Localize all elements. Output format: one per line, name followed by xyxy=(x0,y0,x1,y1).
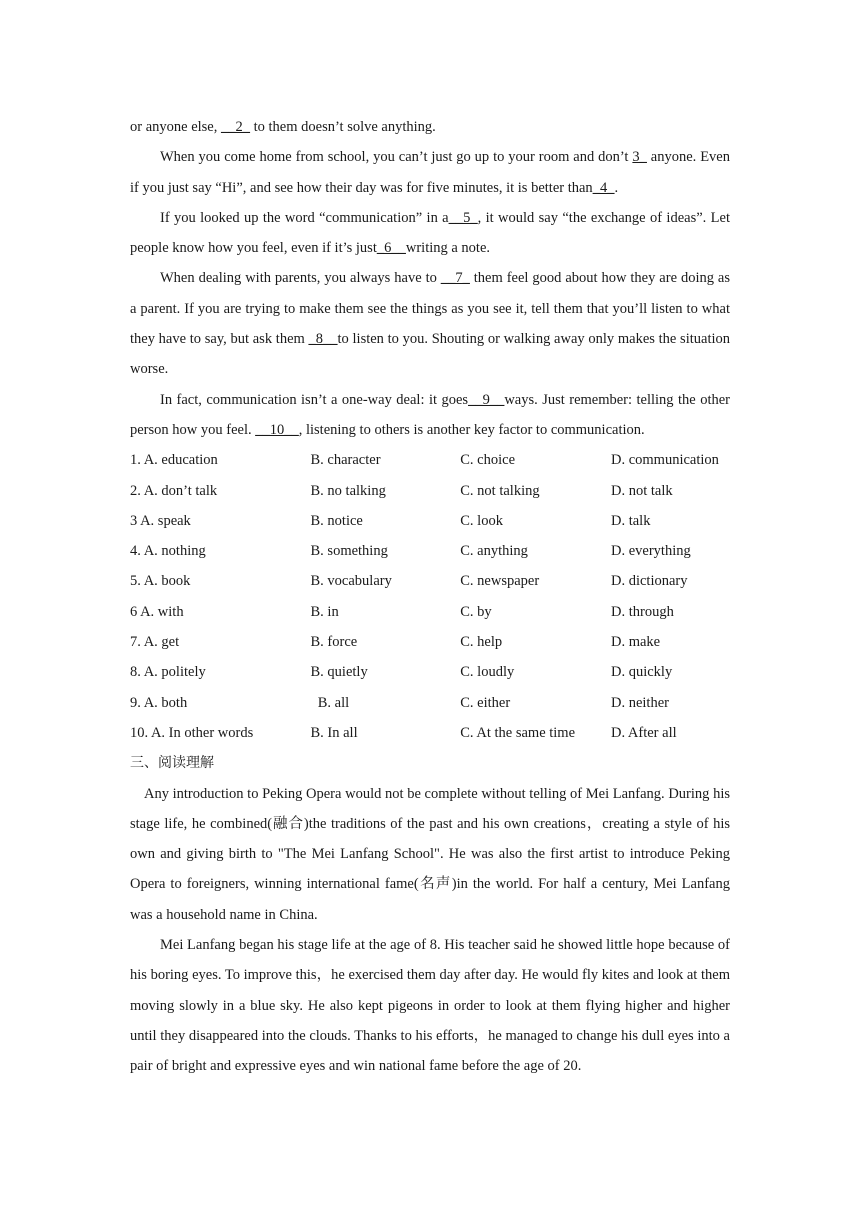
option-row xyxy=(130,688,730,718)
option-c: C. not talking xyxy=(460,482,540,499)
section-heading: 三、阅读理解 xyxy=(130,755,214,772)
option-c: C. loudly xyxy=(460,664,515,681)
option-c: C. by xyxy=(460,603,492,620)
passage-paragraph-1: When you come home from school, you can’t just go up to your room and don’t 3_ anyone. Even if you just say “Hi”, and see how their day was for five minutes, it is better than_4_. xyxy=(130,149,730,196)
option-c: C. look xyxy=(460,512,503,529)
blank-9: __9__ xyxy=(468,391,505,408)
option-a: 5. A. book xyxy=(130,573,191,590)
blank-7: __7_ xyxy=(440,270,470,287)
option-a: 10. A. In other words xyxy=(130,724,254,741)
blank-10: __10__ xyxy=(255,421,299,438)
option-b: B. In all xyxy=(310,724,358,741)
option-a: 2. A. don’t talk xyxy=(130,482,218,499)
blank-8: _8__ xyxy=(308,331,338,348)
option-row xyxy=(130,445,730,475)
document-page xyxy=(130,112,730,1082)
options-table xyxy=(130,445,730,748)
option-a: 4. A. nothing xyxy=(130,543,206,560)
option-d: D. communication xyxy=(611,452,719,469)
blank-5: __5_ xyxy=(448,209,478,226)
blank-3: 3_ xyxy=(632,149,647,166)
option-b: B. notice xyxy=(310,512,363,529)
option-c: C. anything xyxy=(460,543,528,560)
reading-paragraph-2: Mei Lanfang began his stage life at the age of 8. His teacher said he showed little hope because of his boring eyes. To improve this，he exercised them day after day. He would fly kites and look at them moving slowly in a blue sky. He also kept pigeons in order to look at them flying higher and higher until they disappeared into the clouds. Thanks to his efforts，he managed to change his dull eyes into a pair of bright and expressive eyes and win national fame before the age of 20. xyxy=(130,937,730,1075)
passage-text: or anyone else, xyxy=(130,119,218,135)
passage-paragraph-2: If you looked up the word “communication” in a__5_, it would say “the exchange of ideas”. Let people know how you feel, even if it’s just_6__writing a note. xyxy=(130,209,730,257)
option-b: B. something xyxy=(310,543,388,560)
blank-6: _6__ xyxy=(376,240,406,257)
option-row xyxy=(130,597,730,627)
option-row xyxy=(130,627,730,657)
option-row xyxy=(130,566,730,596)
option-a: 8. A. politely xyxy=(130,664,206,681)
option-a: 1. A. education xyxy=(130,452,218,469)
passage-paragraph-4: In fact, communication isn’t a one-way deal: it goes__9__ways. Just remember: telling the other person how you feel. __10__, listening to others is another key factor to communication. xyxy=(130,391,730,438)
option-b: B. no talking xyxy=(310,482,386,499)
option-row xyxy=(130,718,730,748)
option-a: 6 A. with xyxy=(130,603,184,620)
option-d: D. not talk xyxy=(611,482,673,499)
option-b: B. in xyxy=(310,603,339,620)
option-c: C. choice xyxy=(460,452,516,469)
option-b: B. vocabulary xyxy=(310,573,392,590)
option-b: B. all xyxy=(310,694,350,711)
option-b: B. force xyxy=(310,634,358,651)
option-row xyxy=(130,536,730,566)
option-b: B. quietly xyxy=(310,664,368,681)
passage-text: to them doesn’t solve anything. xyxy=(253,119,436,135)
option-a: 9. A. both xyxy=(130,694,188,711)
passage-paragraph-3: When dealing with parents, you always have to __7_ them feel good about how they are doing as a parent. If you are trying to make them see the things as you see it, tell them that you’ll listen to what they have to say, but ask them _8__to listen to you. Shouting or walking away only makes the situation worse. xyxy=(130,270,730,378)
option-d: D. neither xyxy=(611,694,669,711)
option-d: D. quickly xyxy=(611,664,673,681)
blank-4: _4_ xyxy=(592,179,615,196)
option-d: D. make xyxy=(611,634,661,651)
option-d: D. talk xyxy=(611,512,651,529)
reading-paragraph-1: Any introduction to Peking Opera would not be complete without telling of Mei Lanfang. During his stage life, he combined(融合)the traditions of the past and his own creations，creating a style of his own and giving birth to "The Mei Lanfang School". He was also the first artist to introduce Peking Opera to foreigners, winning international fame(名声)in the world. For half a century, Mei Lanfang was a household name in China. xyxy=(130,785,730,923)
option-d: D. After all xyxy=(611,724,677,741)
option-a: 7. A. get xyxy=(130,634,180,651)
option-b: B. character xyxy=(310,452,381,469)
option-d: D. everything xyxy=(611,543,691,560)
option-d: D. through xyxy=(611,603,674,620)
option-row xyxy=(130,657,730,687)
blank-2: __2_ xyxy=(221,119,250,135)
option-c: C. At the same time xyxy=(460,724,576,741)
option-c: C. help xyxy=(460,634,503,651)
option-c: C. either xyxy=(460,694,511,711)
passage-line-0 xyxy=(130,112,730,142)
option-row xyxy=(130,476,730,506)
option-a: 3 A. speak xyxy=(130,512,191,529)
option-row xyxy=(130,506,730,536)
option-d: D. dictionary xyxy=(611,573,688,590)
option-c: C. newspaper xyxy=(460,573,540,590)
